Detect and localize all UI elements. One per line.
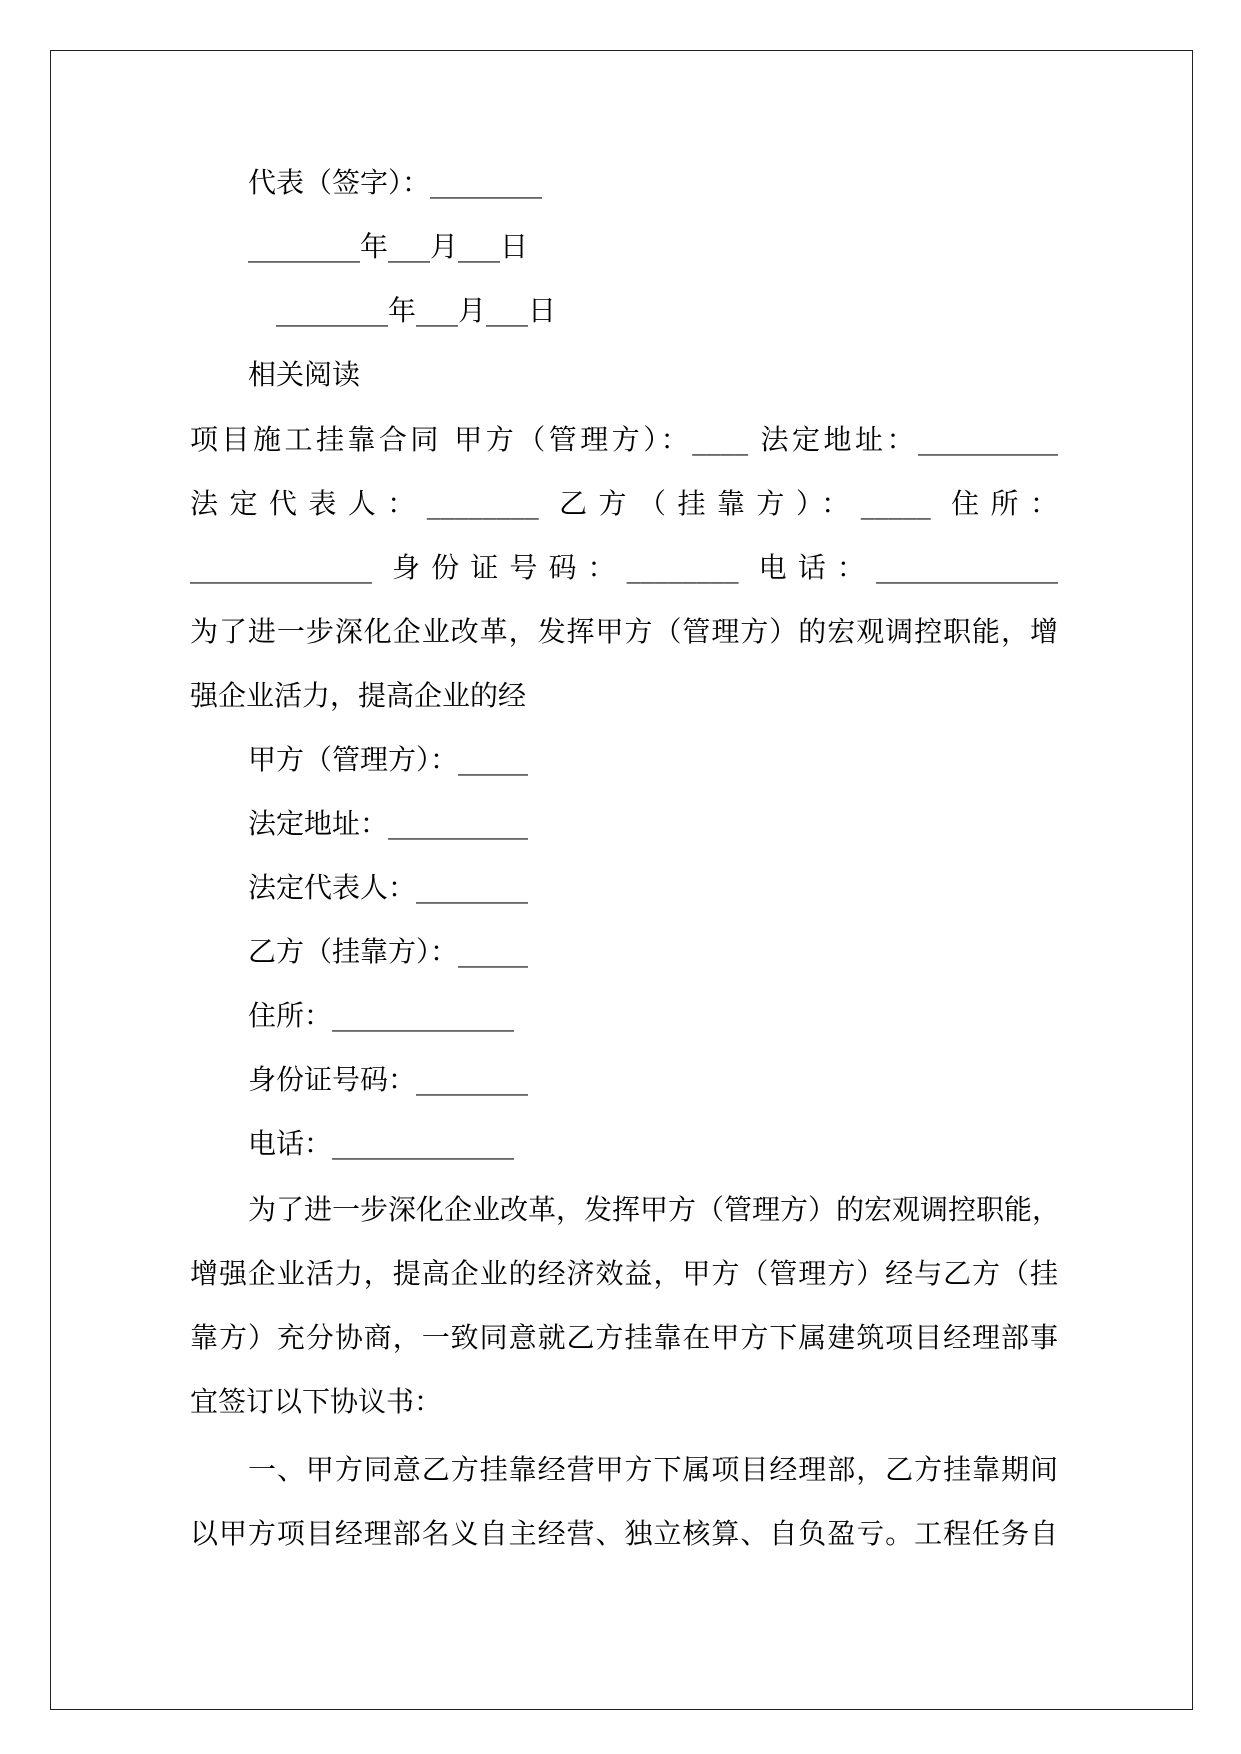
clause-one-line: 以甲方项目经理部名义自主经营、独立核算、自负盈亏。工程任务自 <box>190 1517 1058 1550</box>
body-paragraph-line: 宜签订以下协议书： <box>190 1385 443 1418</box>
related-summary-line: 为了进一步深化企业改革，发挥甲方（管理方）的宏观调控职能，增 <box>190 615 1058 648</box>
body-paragraph-line: 增强企业活力，提高企业的经济效益，甲方（管理方）经与乙方（挂 <box>190 1257 1058 1290</box>
legal-address-field: 法定地址：__________ <box>248 807 529 840</box>
date-line-2: ________年___月___日 <box>276 294 557 327</box>
related-reading-heading: 相关阅读 <box>248 358 361 391</box>
signature-line: 代表（签字）：________ <box>248 166 543 199</box>
phone-field: 电话：_____________ <box>248 1127 515 1160</box>
party-b-field: 乙方（挂靠方）：_____ <box>248 935 529 968</box>
body-paragraph-line: 靠方）充分协商，一致同意就乙方挂靠在甲方下属建筑项目经理部事 <box>190 1321 1058 1354</box>
clause-one-line: 一、甲方同意乙方挂靠经营甲方下属项目经理部，乙方挂靠期间 <box>248 1453 1058 1486</box>
body-paragraph-line: 为了进一步深化企业改革，发挥甲方（管理方）的宏观调控职能， <box>248 1193 1061 1226</box>
party-a-field: 甲方（管理方）：_____ <box>248 743 529 776</box>
legal-representative-field: 法定代表人：________ <box>248 871 529 904</box>
id-number-field: 身份证号码：________ <box>248 1063 529 1096</box>
related-summary-line: 法定代表人：________ 乙方（挂靠方）：_____ 住所： <box>190 487 1058 520</box>
residence-field: 住所：_____________ <box>248 999 515 1032</box>
related-summary-line: 项目施工挂靠合同 甲方（管理方）：____ 法定地址：__________ <box>190 423 1058 456</box>
related-summary-line: 强企业活力，提高企业的经 <box>190 679 527 712</box>
related-summary-line: _____________ 身份证号码：________ 电话：_____________ <box>190 551 1058 584</box>
date-line: ________年___月___日 <box>248 230 529 263</box>
